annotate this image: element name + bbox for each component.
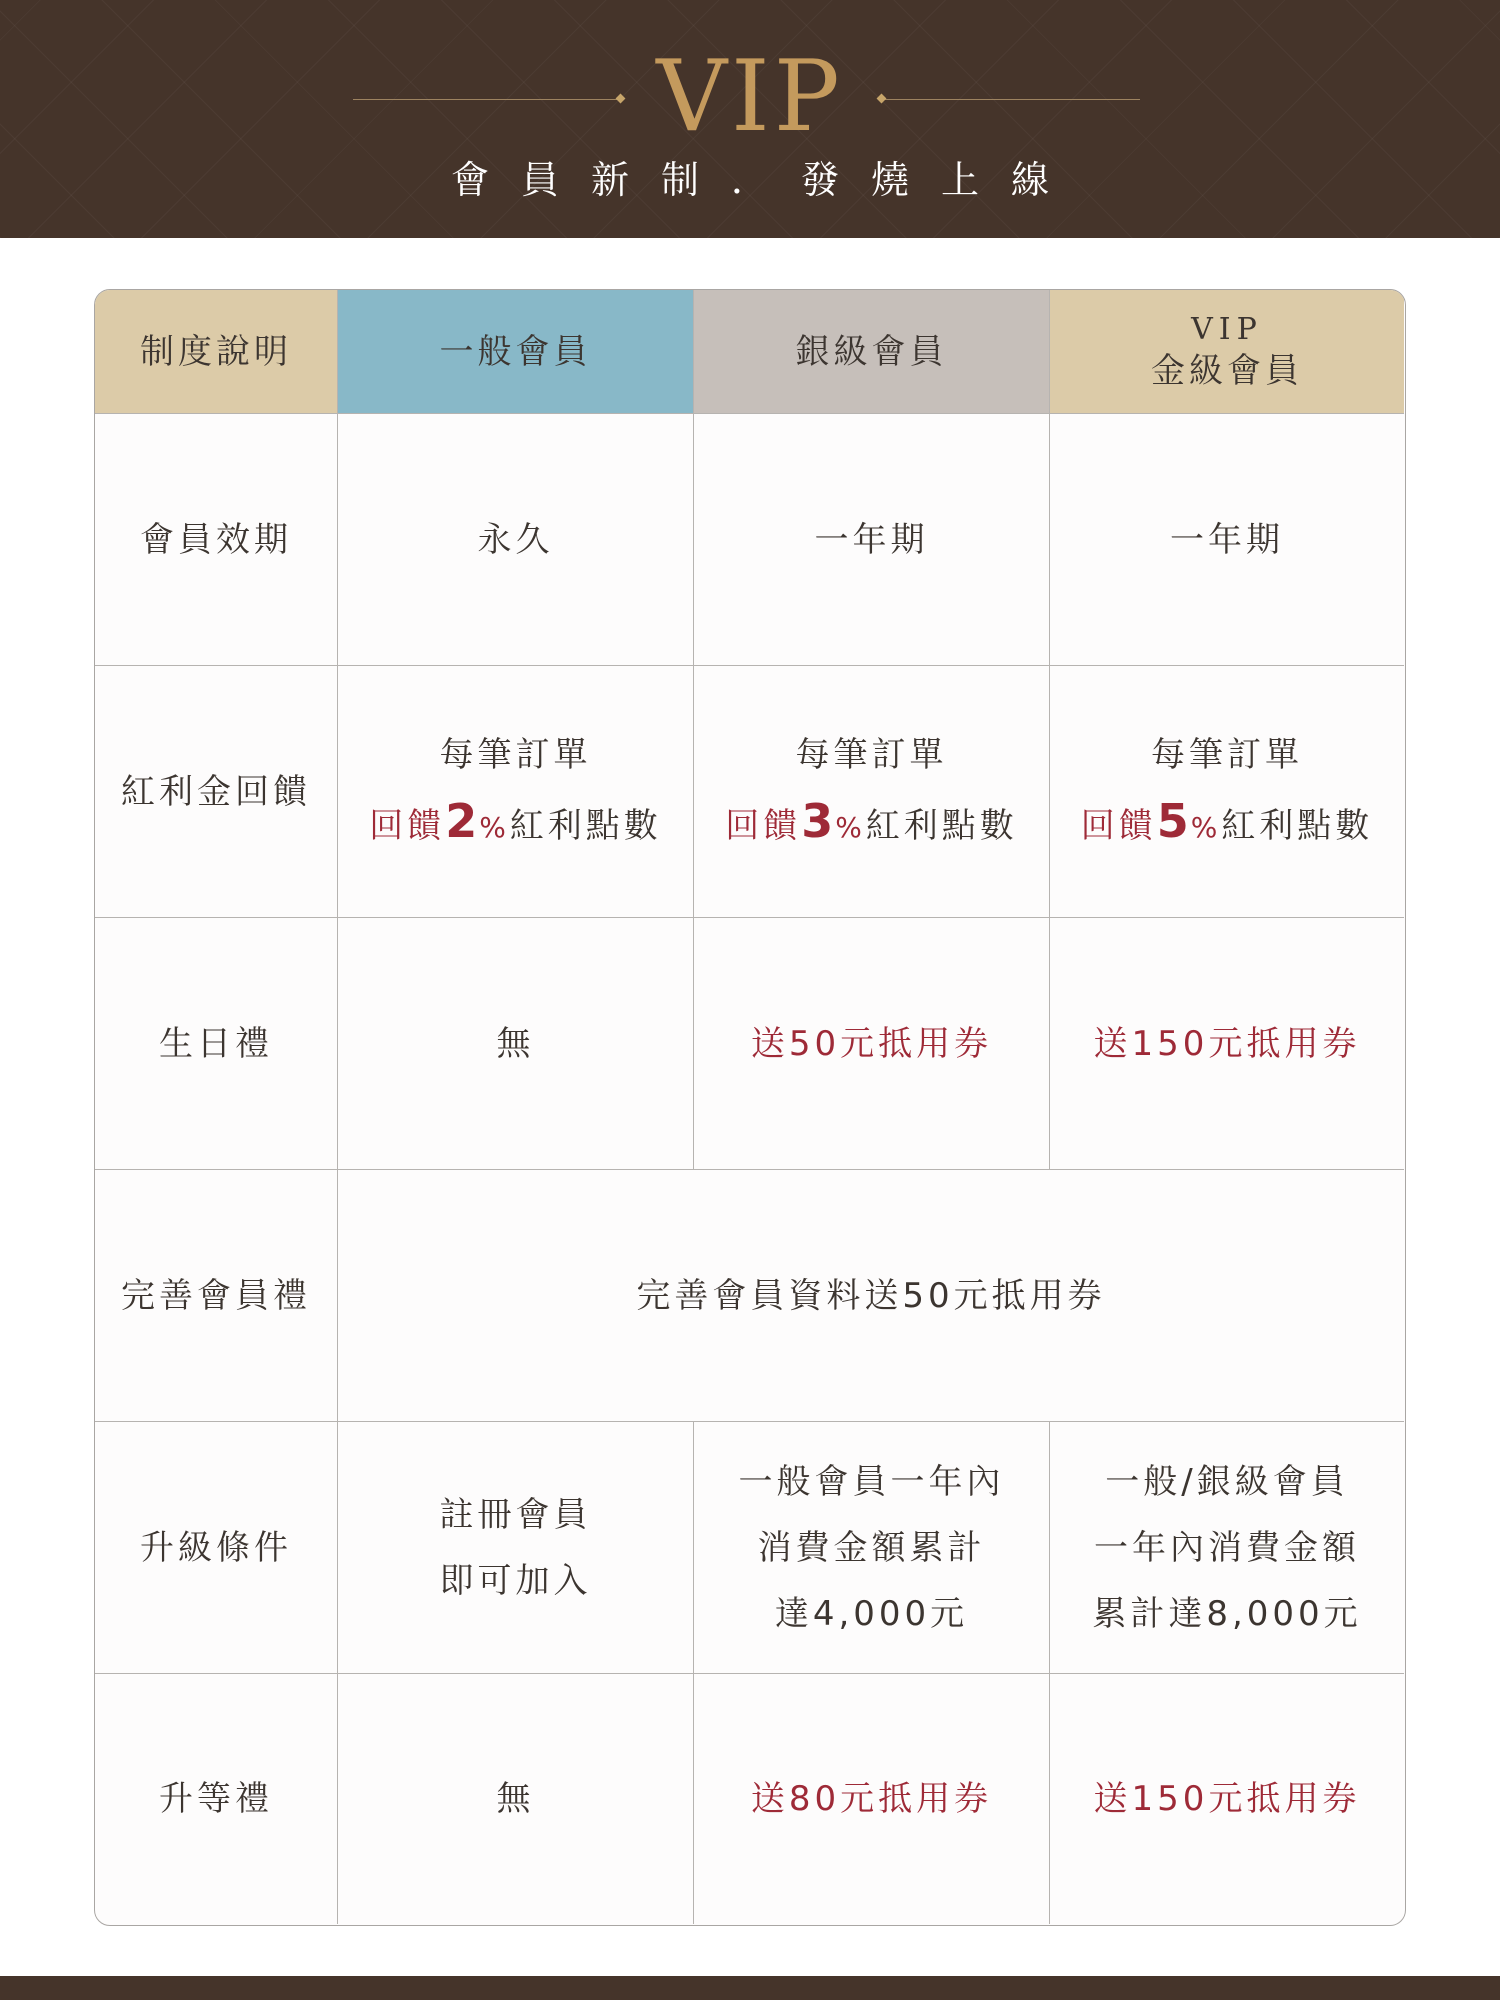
bonus-suffix: 紅利點數 (865, 806, 1018, 846)
header-gold-label: 金級會員 (1151, 350, 1303, 391)
condition-line: 消費金額累計 (757, 1527, 986, 1568)
condition-line: 一年內消費金額 (1094, 1527, 1360, 1568)
membership-table (94, 289, 1406, 1926)
upgrade-condition-silver (694, 1422, 1050, 1674)
bonus-percent: 2 (445, 794, 480, 848)
bonus-prefix: 回饋 (725, 806, 802, 846)
row-label-birthday: 生日禮 (95, 918, 338, 1170)
percent-sign: % (1190, 811, 1222, 844)
bonus-normal (338, 666, 694, 918)
percent-sign: % (479, 811, 510, 844)
upgrade-condition-normal (338, 1422, 694, 1674)
profile-all: 完善會員資料送50元抵用券 (338, 1170, 1404, 1422)
footer-bar (0, 1976, 1500, 2000)
header-normal (338, 290, 694, 414)
bonus-percent: 3 (801, 794, 836, 848)
bonus-suffix: 紅利點數 (1221, 806, 1374, 846)
condition-line: 一般/銀級會員 (1105, 1461, 1349, 1502)
condition-line: 累計達8,000元 (1092, 1593, 1362, 1634)
header-silver (694, 290, 1050, 414)
row-label-bonus: 紅利金回饋 (95, 666, 338, 918)
bonus-line1: 每筆訂單 (795, 735, 948, 775)
upgrade-gift-gold: 送150元抵用券 (1093, 1779, 1361, 1819)
condition-line: 達4,000元 (774, 1593, 969, 1634)
header-gold-vip: VIP (1191, 311, 1263, 347)
condition-line: 即可加入 (439, 1560, 592, 1601)
bonus-line2 (725, 788, 1018, 861)
validity-gold: 一年期 (1050, 414, 1404, 666)
birthday-normal: 無 (338, 918, 694, 1170)
bonus-line2 (369, 788, 662, 861)
page-subtitle: 會員新制．發燒上線 (450, 158, 1081, 202)
bonus-line1: 每筆訂單 (1151, 735, 1303, 775)
birthday-silver: 送50元抵用券 (694, 918, 1050, 1170)
row-label-profile: 完善會員禮 (95, 1170, 338, 1422)
bonus-silver (694, 666, 1050, 918)
bonus-line1: 每筆訂單 (439, 735, 592, 775)
header-desc (95, 290, 338, 414)
page-title: VIP (656, 40, 844, 154)
validity-normal: 永久 (338, 414, 694, 666)
header-desc-label: 制度說明 (140, 331, 292, 372)
upgrade-condition-gold (1050, 1422, 1404, 1674)
row-label-validity: 會員效期 (95, 414, 338, 666)
bonus-prefix: 回饋 (369, 806, 446, 846)
condition-line: 一般會員一年內 (738, 1461, 1005, 1502)
row-label-upgrade-condition: 升級條件 (95, 1422, 338, 1674)
header-normal-label: 一般會員 (439, 331, 592, 372)
header-silver-label: 銀級會員 (795, 331, 948, 372)
condition-line: 註冊會員 (439, 1494, 592, 1535)
bonus-prefix: 回饋 (1080, 806, 1157, 846)
upgrade-gift-normal: 無 (338, 1674, 694, 1924)
bonus-line2 (1081, 788, 1374, 861)
validity-silver: 一年期 (694, 414, 1050, 666)
row-label-upgrade-gift: 升等禮 (95, 1674, 338, 1924)
bonus-suffix: 紅利點數 (509, 806, 662, 846)
bonus-gold (1050, 666, 1404, 918)
bonus-percent: 5 (1156, 794, 1191, 848)
percent-sign: % (835, 811, 866, 844)
birthday-gold: 送150元抵用券 (1050, 918, 1404, 1170)
header-banner (0, 0, 1500, 238)
upgrade-gift-silver: 送80元抵用券 (694, 1674, 1050, 1924)
header-gold (1050, 290, 1404, 414)
